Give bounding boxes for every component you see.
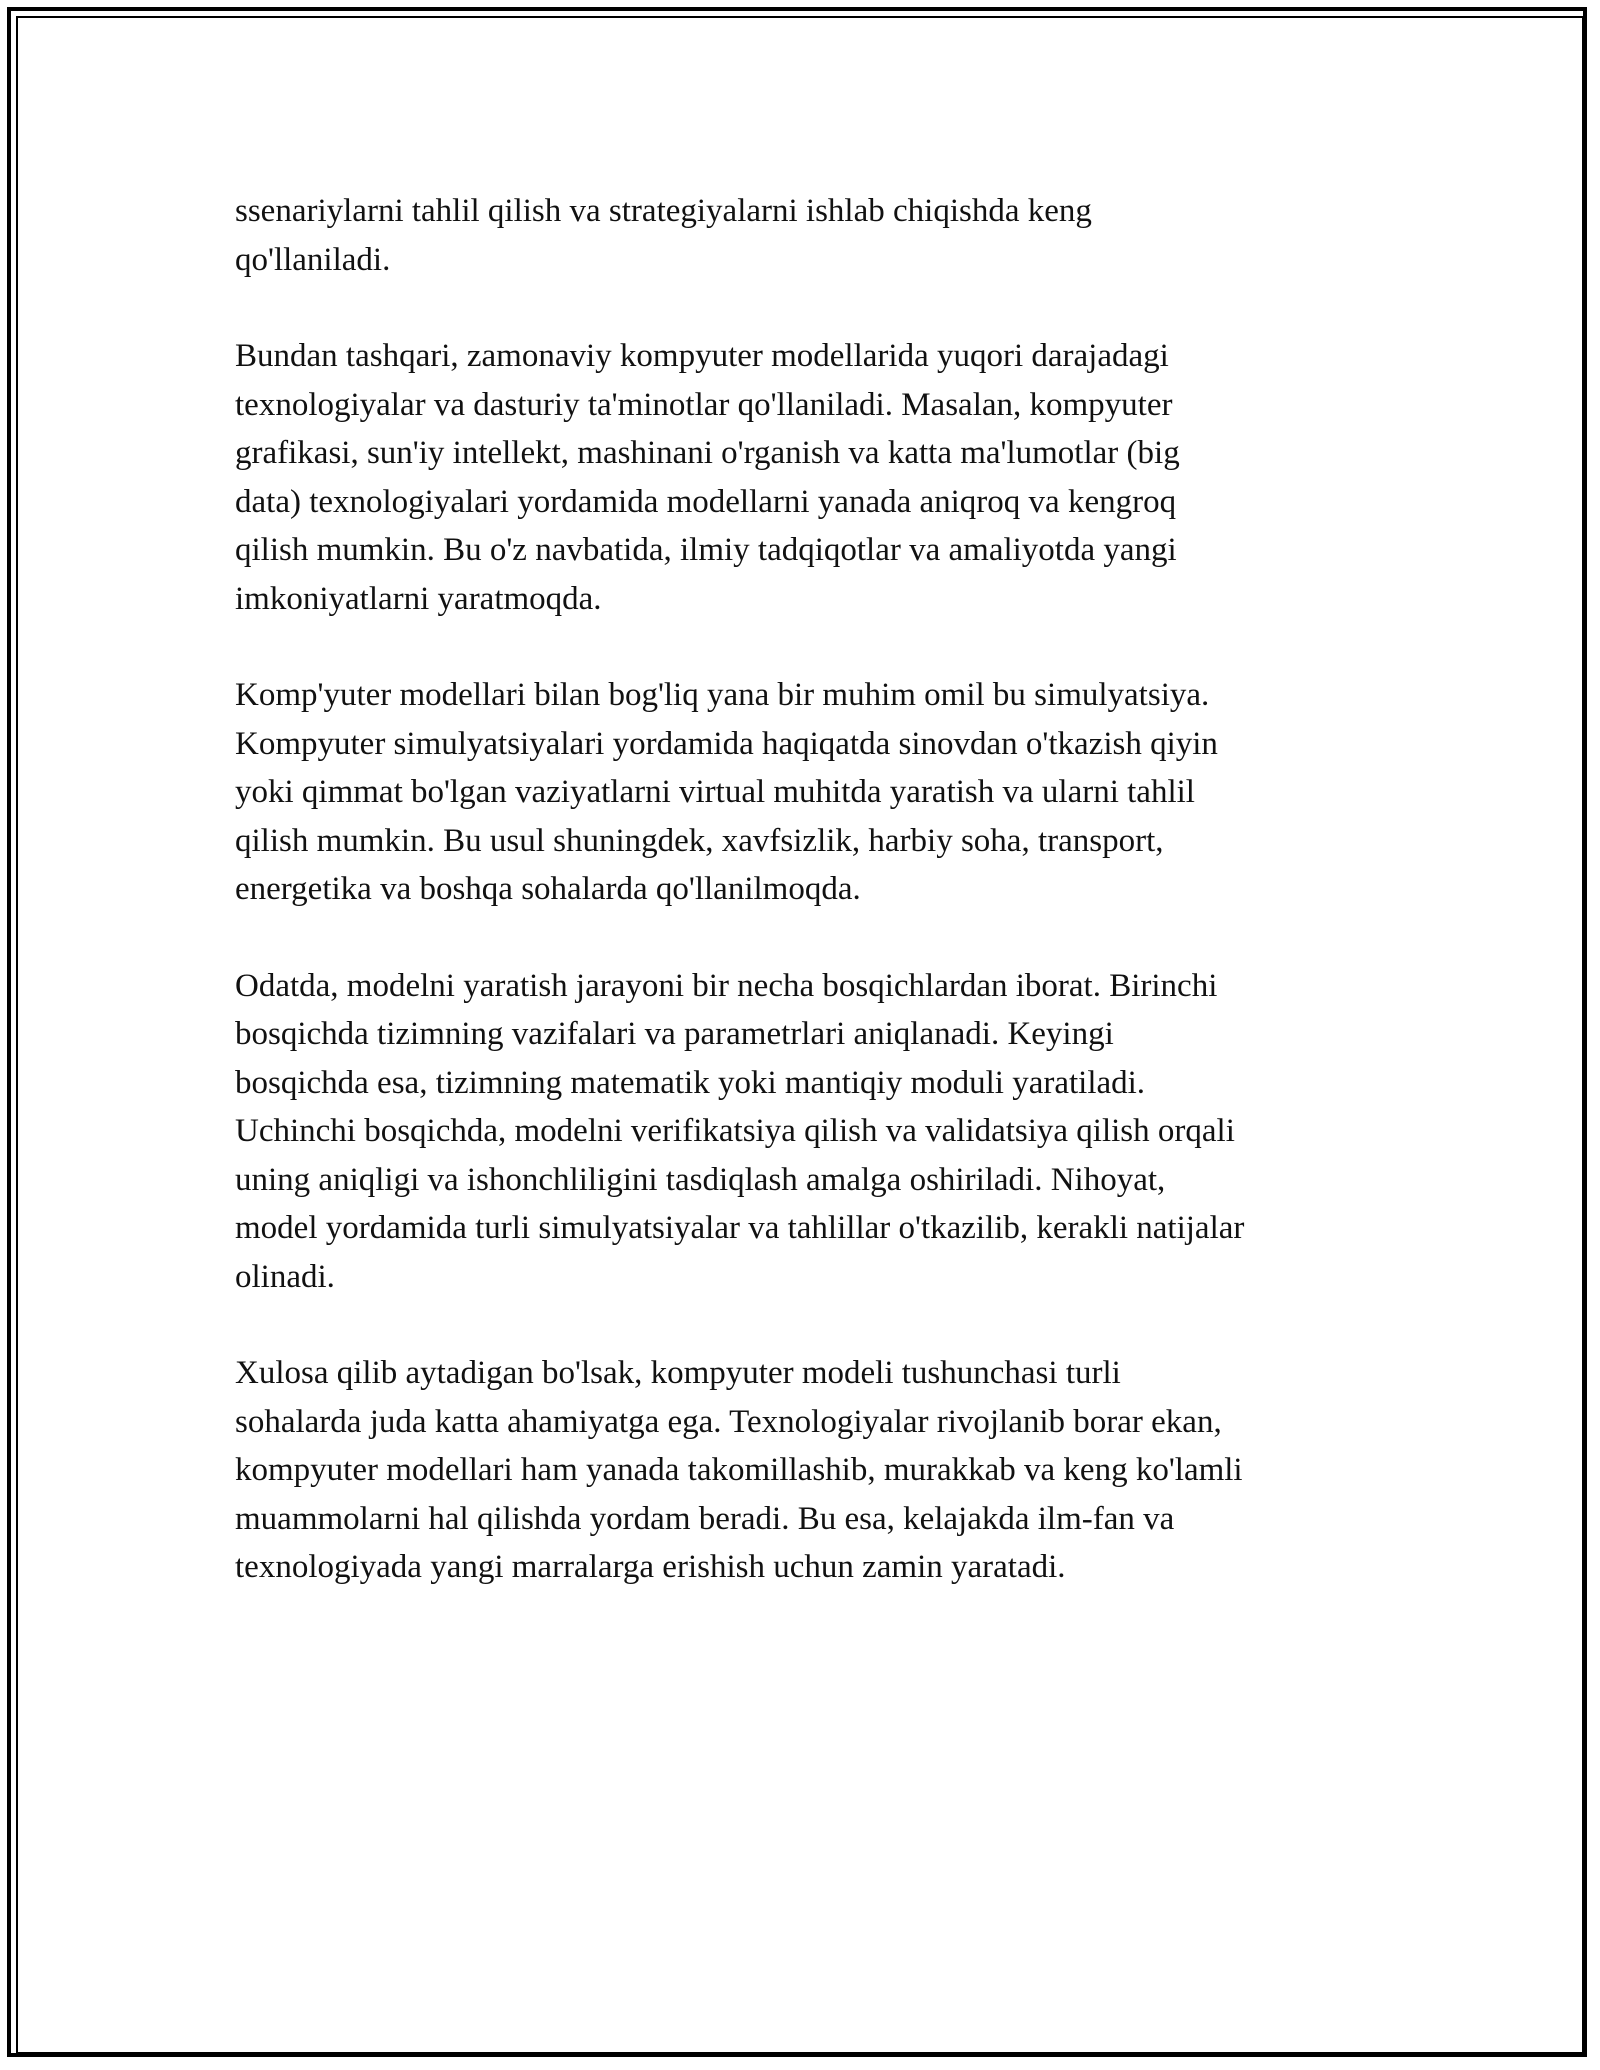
paragraph-continuation: ssenariylarni tahlil qilish va strategiyalarni ishlab chiqishda keng qo'llaniladi. bbox=[235, 193, 1092, 278]
paragraph-technologies: Bundan tashqari, zamonaviy kompyuter modellarida yuqori darajadagi texnologiyalar va dasturiy ta'minotlar qo'llaniladi. Masalan, kompyuter grafikasi, sun'iy intellekt, mashinani o'rganish va katta ma'lumotlar (big data) texnologiyalari yordamida modellarni yanada aniqroq va kengroq qilish mumkin. Bu o'z navbatida, ilmiy tadqiqotlar va amaliyotda yangi imkoniyatlarni yaratmoqda. bbox=[235, 338, 1180, 617]
paragraph-conclusion: Xulosa qilib aytadigan bo'lsak, kompyuter modeli tushunchasi turli sohalarda juda katta ahamiyatga ega. Texnologiyalar rivojlanib borar ekan, kompyuter modellari ham yanada takomillashib, murakkab va keng ko'lamli muammolarni hal qilishda yordam beradi. Bu esa, kelajakda ilm-fan va texnologiyada yangi marralarga erishish uchun zamin yaratadi. bbox=[235, 1355, 1243, 1585]
paragraph-simulation: Komp'yuter modellari bilan bog'liq yana bir muhim omil bu simulyatsiya. Kompyuter simulyatsiyalari yordamida haqiqatda sinovdan o'tkazish qiyin yoki qimmat bo'lgan vaziyatlarni virtual muhitda yaratish va ularni tahlil qilish mumkin. Bu usul shuningdek, xavfsizlik, harbiy soha, transport, energetika va boshqa sohalarda qo'llanilmoqda. bbox=[235, 677, 1218, 907]
document-body bbox=[235, 187, 1370, 1640]
paragraph-model-stages: Odatda, modelni yaratish jarayoni bir necha bosqichlardan iborat. Birinchi bosqichda tizimning vazifalari va parametrlari aniqlanadi. Keyingi bosqichda esa, tizimning matematik yoki mantiqiy moduli yaratiladi. Uchinchi bosqichda, modelni verifikatsiya qilish va validatsiya qilish orqali uning aniqligi va ishonchliligini tasdiqlash amalga oshiriladi. Nihoyat, model yordamida turli simulyatsiyalar va tahlillar o'tkazilib, kerakli natijalar olinadi. bbox=[235, 967, 1245, 1295]
